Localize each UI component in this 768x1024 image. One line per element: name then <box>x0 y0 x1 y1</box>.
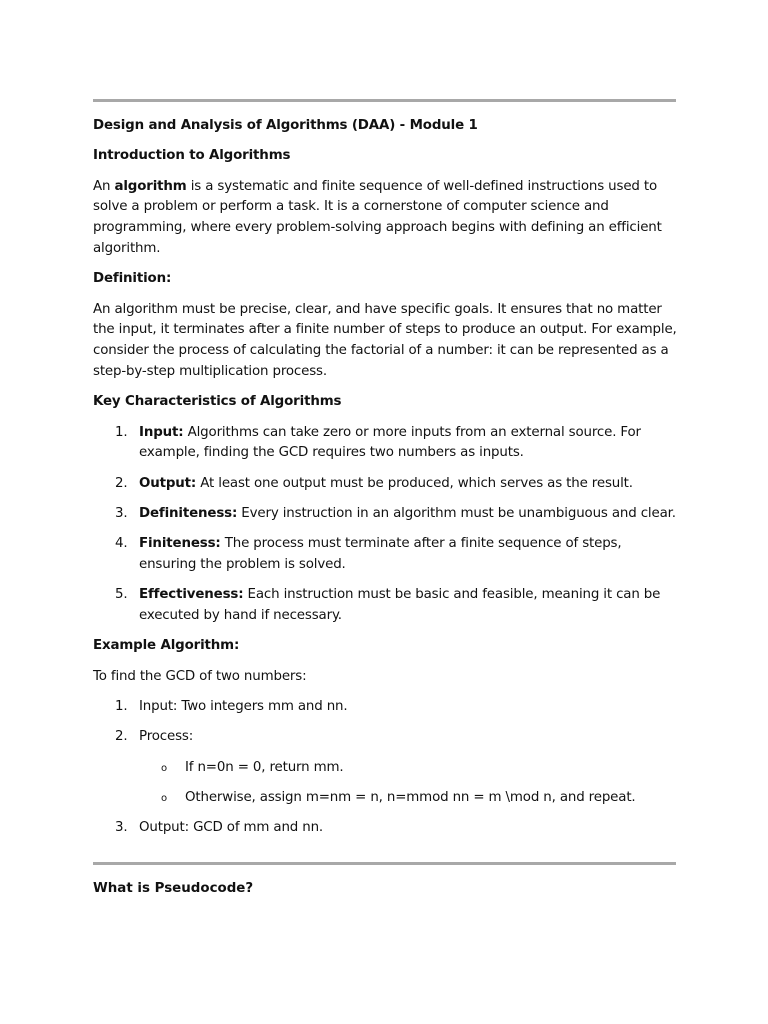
list-item: 1. Input: Algorithms can take zero or more inputs from an external source. For example, finding the GCD requires two numbers as inputs. <box>115 424 641 461</box>
list-item: 1. Input: Two integers mm and nn. <box>115 699 348 715</box>
list-item: 4. Finiteness: The process must terminate after a finite sequence of steps, ensuring the problem is solved. <box>115 536 622 573</box>
example-intro: To find the GCD of two numbers: <box>93 668 307 684</box>
pseudocode-heading: What is Pseudocode? <box>93 881 254 896</box>
list-item: o If n=0n = 0, return mm. <box>139 758 678 779</box>
bullet-icon: o <box>161 792 167 804</box>
list-item: 3. Definiteness: Every instruction in an algorithm must be unambiguous and clear. <box>115 505 676 521</box>
example-heading: Example Algorithm: <box>93 638 240 654</box>
bottom-divider <box>93 862 676 865</box>
top-divider <box>93 99 676 102</box>
process-substeps-list <box>139 758 678 809</box>
characteristics-list <box>93 423 678 627</box>
list-item: 5. Effectiveness: Each instruction must be basic and feasible, meaning it can be executed by hand if necessary. <box>115 587 661 624</box>
document-body <box>93 116 678 849</box>
definition-heading: Definition: <box>93 271 172 287</box>
document-title: Design and Analysis of Algorithms (DAA) - Module 1 <box>93 118 478 133</box>
list-item: 3. Output: GCD of mm and nn. <box>115 820 324 836</box>
intro-heading: Introduction to Algorithms <box>93 148 291 164</box>
definition-paragraph: An algorithm must be precise, clear, and have specific goals. It ensures that no matter the input, it terminates after a finite number of steps to produce an output. For example, consider the process of calculating the factorial of a number: it can be represented as a step-by-step multiplication process. <box>93 301 677 379</box>
list-item: o Otherwise, assign m=nm = n, n=mmod nn = m \mod n, and repeat. <box>139 788 678 809</box>
intro-paragraph: An algorithm is a systematic and finite sequence of well-defined instructions used to solve a problem or perform a task. It is a cornerstone of computer science and programming, where every problem-solving approach begins with defining an efficient algorithm. <box>93 178 662 256</box>
characteristics-heading: Key Characteristics of Algorithms <box>93 394 342 410</box>
list-item: 2. Process: o If n=0n = 0, return mm. o Otherwise, assign m=nm = n, n=mmod nn = m \mod n, and repeat. <box>93 727 678 808</box>
bullet-icon: o <box>161 762 167 774</box>
example-steps-list <box>93 697 678 839</box>
list-item: 2. Output: At least one output must be produced, which serves as the result. <box>115 475 633 491</box>
